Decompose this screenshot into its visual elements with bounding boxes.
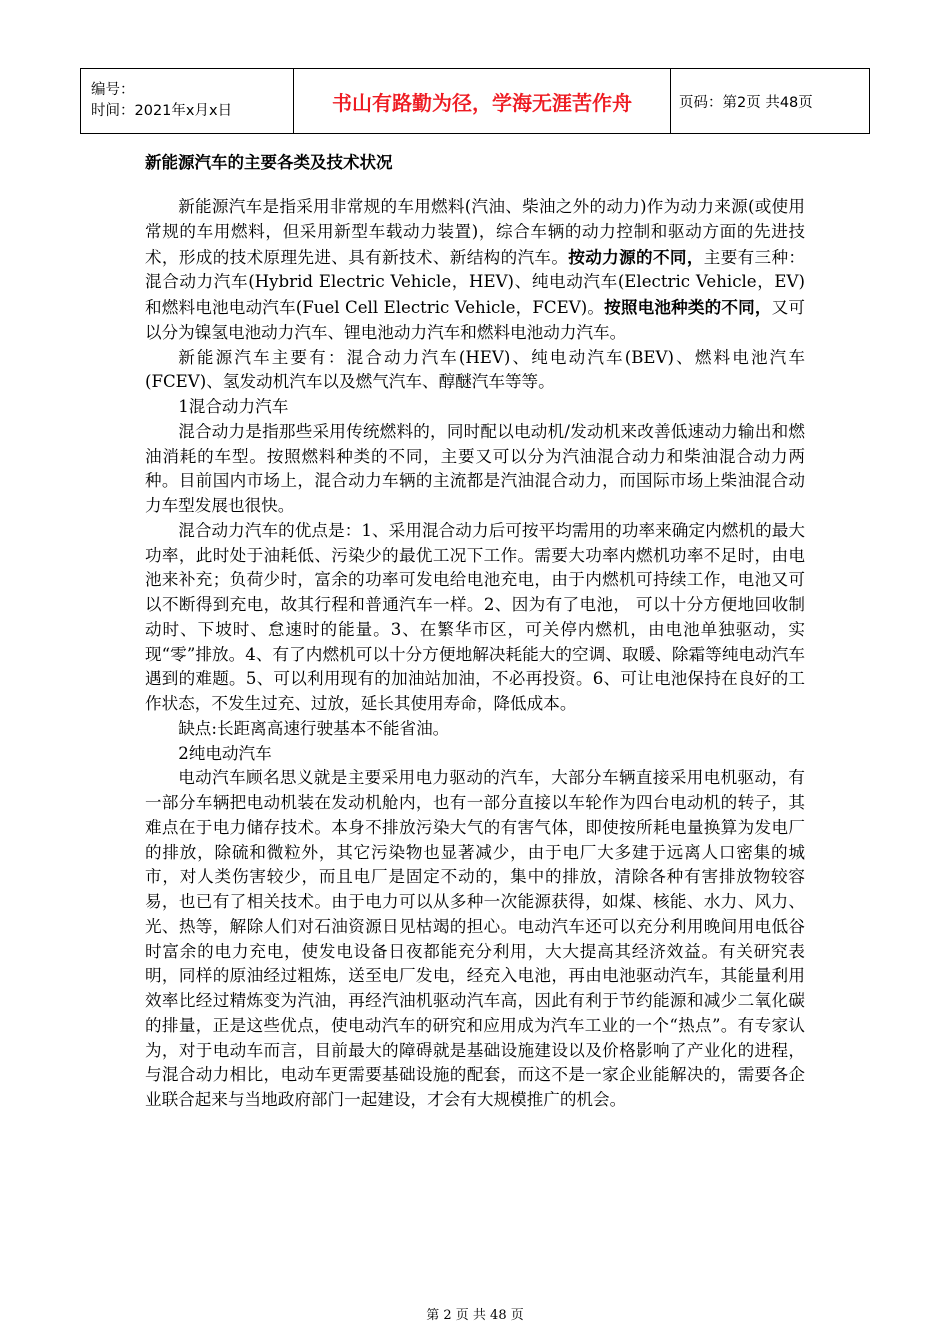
intro-text-a: 新能源汽车是指采用非常规的车用燃料(汽油、柴油之外的动力)作为动力来源(或使用常规的车用燃料，但采用新型车载动力装置)，综合车辆的动力控制和驱动方面的先进技术，形成的技术原理先进、具有新技术、新结构的汽车。 <box>145 197 805 267</box>
paragraph-electric: 电动汽车顾名思义就是主要采用电力驱动的汽车，大部分车辆直接采用电机驱动，有一部分车辆把电动机装在发动机舱内，也有一部分直接以车轮作为四台电动机的转子，其难点在于电力储存技术。本身不排放污染大气的有害气体，即使按所耗电量换算为发电厂的排放，除硫和微粒外，其它污染物也显著减少，由于电厂大多建于远离人口密集的城市，对人类伤害较少，而且电厂是固定不动的，集中的排放，清除各种有害排放物较容易，也已有了相关技术。由于电力可以从多种一次能源获得，如煤、核能、水力、风力、光、热等，解除人们对石油资源日见枯竭的担心。电动汽车还可以充分利用晚间用电低谷时富余的电力充电，使发电设备日夜都能充分利用，大大提高其经济效益。有关研究表明，同样的原油经过粗炼，送至电厂发电，经充入电池，再由电池驱动汽车，其能量利用效率比经过精炼变为汽油，再经汽油机驱动汽车高，因此有利于节约能源和减少二氧化碳的排量，正是这些优点，使电动汽车的研究和应用成为汽车工业的一个“热点”。有专家认为，对于电动车而言，目前最大的障碍就是基础设施建设以及价格影响了产业化的进程，与混合动力相比，电动车更需要基础设施的配套，而这不是一家企业能解决的，需要各企业联合起来与当地政府部门一起建设，才会有大规模推广的机会。 <box>145 768 805 1109</box>
heading-hybrid: 1混合动力汽车 <box>178 397 289 416</box>
page-header <box>80 68 870 134</box>
paragraph-hybrid-advantages: 混合动力汽车的优点是：1、采用混合动力后可按平均需用的功率来确定内燃机的最大功率，此时处于油耗低、污染少的最优工况下工作。需要大功率内燃机功率不足时，由电池来补充；负荷少时，富余的功率可发电给电池充电，由于内燃机可持续工作，电池又可以不断得到充电，故其行程和普通汽车一样。2、因为有了电池， 可以十分方便地回收制动时、下坡时、怠速时的能量。3、在繁华市区，可关停内燃机，由电池单独驱动，实现“零”排放。4、有了内燃机可以十分方便地解决耗能大的空调、取暖、除霜等纯电动汽车遇到的难题。5、可以利用现有的加油站加油，不必再投资。6、可让电池保持在良好的工作状态，不发生过充、过放，延长其使用寿命，降低成本。 <box>145 520 805 713</box>
paragraph-types: 新能源汽车主要有：混合动力汽车(HEV)、纯电动汽车(BEV)、燃料电池汽车(FCEV)、氢发动机汽车以及燃气汽车、醇醚汽车等等。 <box>145 347 805 392</box>
document-body <box>145 151 805 1113</box>
intro-bold-power-source: 按动力源的不同， <box>568 246 704 267</box>
header-meta <box>81 69 294 134</box>
intro-bold-battery-type: 按照电池种类的不同， <box>604 297 772 317</box>
paragraph-hybrid-disadvantage: 缺点:长距离高速行驶基本不能省油。 <box>178 718 450 738</box>
heading-electric: 2纯电动汽车 <box>178 743 272 763</box>
paragraph-intro <box>145 195 805 346</box>
document-title: 新能源汽车的主要各类及技术状况 <box>145 153 393 172</box>
intro-text-c: 主要有三种：混合动力汽车(Hybrid Electric Vehicle，HEV)、纯电动汽车(Electric Vehicle，EV)和燃料电池电动汽车(Fuel Cell Electric Vehicle，FCEV)。 <box>145 247 806 317</box>
paragraph-hybrid-definition: 混合动力是指那些采用传统燃料的，同时配以电动机/发动机来改善低速动力输出和燃油消耗的车型。按照燃料种类的不同，主要又可以分为汽油混合动力和柴油混合动力两种。目前国内市场上，混合动力车辆的主流都是汽油混合动力，而国际市场上柴油混合动力车型发展也很快。 <box>145 421 805 515</box>
header-motto: 书山有路勤为径，学海无涯苦作舟 <box>294 69 671 134</box>
document-number-label: 编号： <box>91 82 135 98</box>
document-date-label: 时间：2021年x月x日 <box>91 103 233 119</box>
page-footer: 第 2 页 共 48 页 <box>426 1308 524 1323</box>
header-page-label: 页码：第2页 共48页 <box>671 69 870 134</box>
intro-text-e: 又可以分为镍氢电池动力汽车、锂电池动力汽车和燃料电池动力汽车。 <box>145 298 806 342</box>
